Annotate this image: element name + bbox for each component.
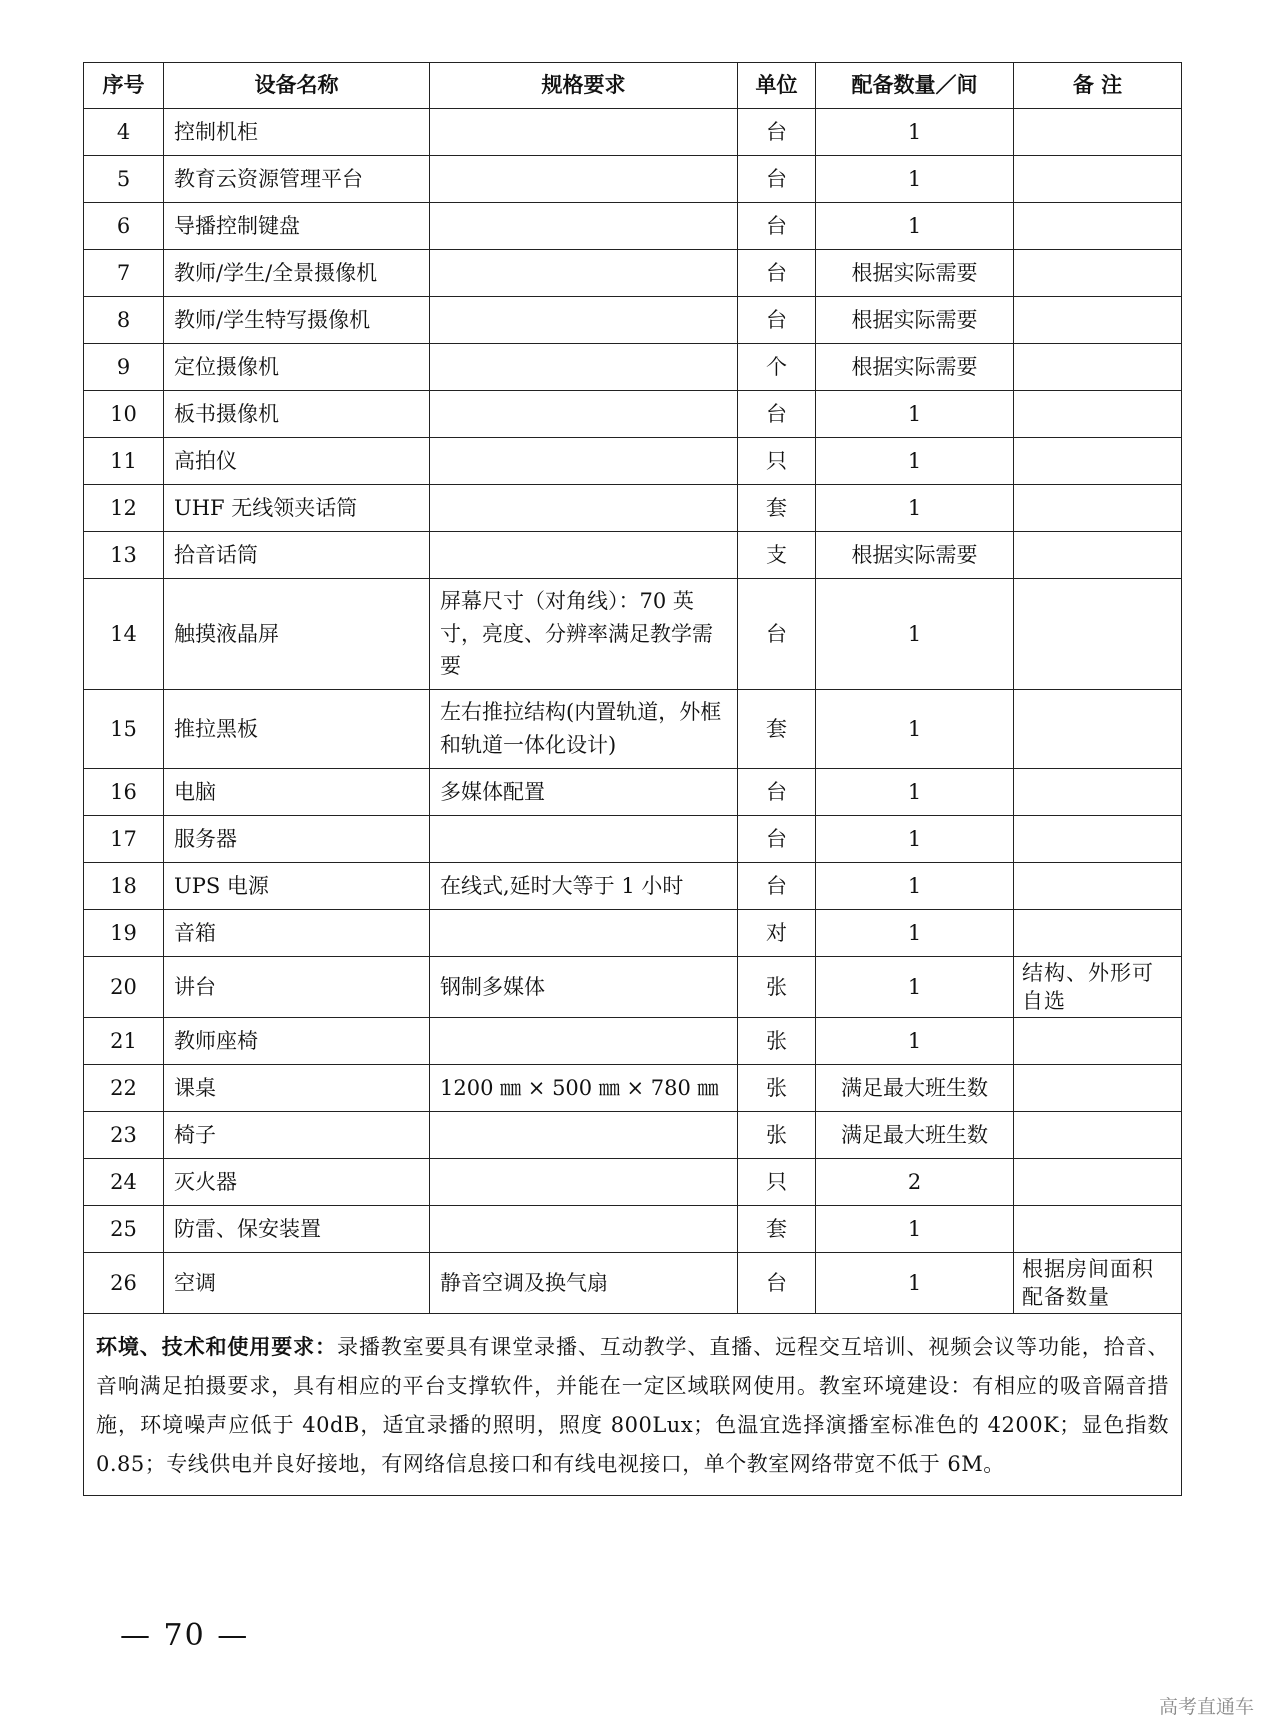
- row-index: 24: [84, 1159, 164, 1206]
- row-spec: [430, 532, 738, 579]
- row-remark: [1014, 532, 1182, 579]
- row-quantity: 1: [816, 816, 1014, 863]
- row-index: 19: [84, 910, 164, 957]
- row-quantity: 1: [816, 690, 1014, 769]
- row-unit: 台: [738, 769, 816, 816]
- row-spec: [430, 391, 738, 438]
- row-quantity: 1: [816, 1018, 1014, 1065]
- table-row: [84, 1206, 1182, 1253]
- table-row: [84, 250, 1182, 297]
- row-unit: 台: [738, 1253, 816, 1314]
- row-unit: 张: [738, 1018, 816, 1065]
- row-remark: [1014, 109, 1182, 156]
- row-unit: 个: [738, 344, 816, 391]
- table-footer-row: [84, 1314, 1182, 1496]
- row-spec: [430, 1206, 738, 1253]
- equipment-table: [83, 62, 1182, 1496]
- row-device-name: 服务器: [164, 816, 430, 863]
- row-index: 12: [84, 485, 164, 532]
- row-device-name: 教师/学生特写摄像机: [164, 297, 430, 344]
- row-spec: [430, 438, 738, 485]
- row-device-name: 推拉黑板: [164, 690, 430, 769]
- row-device-name: 教育云资源管理平台: [164, 156, 430, 203]
- row-quantity: 1: [816, 485, 1014, 532]
- row-spec: [430, 109, 738, 156]
- header-device-name: 设备名称: [164, 63, 430, 109]
- row-quantity: 满足最大班生数: [816, 1065, 1014, 1112]
- table-row: [84, 957, 1182, 1018]
- row-device-name: UHF 无线领夹话筒: [164, 485, 430, 532]
- row-unit: 台: [738, 816, 816, 863]
- row-index: 21: [84, 1018, 164, 1065]
- row-device-name: 电脑: [164, 769, 430, 816]
- row-unit: 台: [738, 250, 816, 297]
- row-unit: 台: [738, 579, 816, 690]
- row-device-name: 灭火器: [164, 1159, 430, 1206]
- row-device-name: 防雷、保安装置: [164, 1206, 430, 1253]
- table-row: [84, 391, 1182, 438]
- row-spec: 静音空调及换气扇: [430, 1253, 738, 1314]
- header-quantity: 配备数量／间: [816, 63, 1014, 109]
- requirements-note: [84, 1314, 1182, 1496]
- row-remark: 结构、外形可自选: [1014, 957, 1182, 1018]
- row-unit: 台: [738, 297, 816, 344]
- row-index: 23: [84, 1112, 164, 1159]
- row-index: 15: [84, 690, 164, 769]
- row-remark: [1014, 1065, 1182, 1112]
- row-remark: [1014, 690, 1182, 769]
- row-quantity: 2: [816, 1159, 1014, 1206]
- row-spec: [430, 1112, 738, 1159]
- row-index: 14: [84, 579, 164, 690]
- row-remark: 根据房间面积配备数量: [1014, 1253, 1182, 1314]
- page-number: — 70 —: [120, 1618, 250, 1653]
- row-unit: 张: [738, 957, 816, 1018]
- table-row: [84, 1159, 1182, 1206]
- row-index: 10: [84, 391, 164, 438]
- table-row: [84, 438, 1182, 485]
- row-index: 13: [84, 532, 164, 579]
- row-unit: 台: [738, 863, 816, 910]
- row-device-name: 教师/学生/全景摄像机: [164, 250, 430, 297]
- table-row: [84, 863, 1182, 910]
- table-row: [84, 297, 1182, 344]
- table-row: [84, 156, 1182, 203]
- table-row: [84, 816, 1182, 863]
- row-unit: 对: [738, 910, 816, 957]
- row-quantity: 1: [816, 863, 1014, 910]
- row-spec: [430, 297, 738, 344]
- table-row: [84, 485, 1182, 532]
- row-index: 25: [84, 1206, 164, 1253]
- row-spec: 左右推拉结构(内置轨道，外框和轨道一体化设计): [430, 690, 738, 769]
- row-quantity: 1: [816, 1253, 1014, 1314]
- table-row: [84, 1253, 1182, 1314]
- row-unit: 台: [738, 391, 816, 438]
- row-quantity: 1: [816, 769, 1014, 816]
- row-remark: [1014, 250, 1182, 297]
- row-remark: [1014, 1159, 1182, 1206]
- row-remark: [1014, 1018, 1182, 1065]
- row-index: 20: [84, 957, 164, 1018]
- header-remark: 备 注: [1014, 63, 1182, 109]
- row-device-name: 控制机柜: [164, 109, 430, 156]
- row-device-name: 定位摄像机: [164, 344, 430, 391]
- row-unit: 只: [738, 438, 816, 485]
- table-row: [84, 109, 1182, 156]
- requirements-label: 环境、技术和使用要求：: [96, 1335, 337, 1359]
- row-remark: [1014, 203, 1182, 250]
- row-device-name: 音箱: [164, 910, 430, 957]
- row-remark: [1014, 156, 1182, 203]
- row-unit: 台: [738, 203, 816, 250]
- row-device-name: 高拍仪: [164, 438, 430, 485]
- row-spec: [430, 1159, 738, 1206]
- row-device-name: UPS 电源: [164, 863, 430, 910]
- table-row: [84, 579, 1182, 690]
- row-device-name: 空调: [164, 1253, 430, 1314]
- row-spec: [430, 1018, 738, 1065]
- row-index: 7: [84, 250, 164, 297]
- row-device-name: 椅子: [164, 1112, 430, 1159]
- row-index: 8: [84, 297, 164, 344]
- row-remark: [1014, 1112, 1182, 1159]
- table-row: [84, 1112, 1182, 1159]
- row-spec: [430, 485, 738, 532]
- row-remark: [1014, 863, 1182, 910]
- row-quantity: 根据实际需要: [816, 532, 1014, 579]
- row-unit: 台: [738, 156, 816, 203]
- row-index: 6: [84, 203, 164, 250]
- row-unit: 支: [738, 532, 816, 579]
- table-row: [84, 344, 1182, 391]
- row-remark: [1014, 297, 1182, 344]
- row-spec: 1200 ㎜ × 500 ㎜ × 780 ㎜: [430, 1065, 738, 1112]
- table-row: [84, 690, 1182, 769]
- row-quantity: 1: [816, 957, 1014, 1018]
- row-device-name: 拾音话筒: [164, 532, 430, 579]
- header-spec: 规格要求: [430, 63, 738, 109]
- header-unit: 单位: [738, 63, 816, 109]
- row-remark: [1014, 769, 1182, 816]
- row-spec: [430, 344, 738, 391]
- row-unit: 台: [738, 109, 816, 156]
- row-spec: [430, 250, 738, 297]
- row-spec: 在线式,延时大等于 1 小时: [430, 863, 738, 910]
- row-quantity: 1: [816, 109, 1014, 156]
- row-quantity: 1: [816, 438, 1014, 485]
- row-device-name: 触摸液晶屏: [164, 579, 430, 690]
- row-quantity: 1: [816, 579, 1014, 690]
- row-spec: [430, 203, 738, 250]
- row-index: 17: [84, 816, 164, 863]
- row-quantity: 根据实际需要: [816, 297, 1014, 344]
- row-device-name: 板书摄像机: [164, 391, 430, 438]
- row-quantity: 1: [816, 910, 1014, 957]
- row-spec: [430, 156, 738, 203]
- row-spec: [430, 910, 738, 957]
- row-index: 26: [84, 1253, 164, 1314]
- table-row: [84, 910, 1182, 957]
- row-device-name: 课桌: [164, 1065, 430, 1112]
- row-quantity: 1: [816, 1206, 1014, 1253]
- requirements-text: 录播教室要具有课堂录播、互动教学、直播、远程交互培训、视频会议等功能，拾音、音响满足拍摄要求，具有相应的平台支撑软件，并能在一定区域联网使用。教室环境建设：有相应的吸音隔音措施，环境噪声应低于 40dB，适宜录播的照明，照度 800Lux；色温宜选择演播室标准色的 4200K；显色指数 0.85；专线供电并良好接地，有网络信息接口和有线电视接口，单个教室网络带宽不低于 6M。: [96, 1335, 1169, 1476]
- row-unit: 张: [738, 1112, 816, 1159]
- row-remark: [1014, 344, 1182, 391]
- row-index: 16: [84, 769, 164, 816]
- row-unit: 只: [738, 1159, 816, 1206]
- header-index: 序号: [84, 63, 164, 109]
- row-remark: [1014, 438, 1182, 485]
- row-unit: 套: [738, 485, 816, 532]
- row-quantity: 根据实际需要: [816, 344, 1014, 391]
- watermark-text: 高考直通车: [1158, 1696, 1254, 1718]
- row-quantity: 1: [816, 391, 1014, 438]
- row-remark: [1014, 391, 1182, 438]
- table-row: [84, 203, 1182, 250]
- row-spec: 钢制多媒体: [430, 957, 738, 1018]
- row-index: 4: [84, 109, 164, 156]
- table-row: [84, 532, 1182, 579]
- table-header-row: [84, 63, 1182, 109]
- row-remark: [1014, 579, 1182, 690]
- row-unit: 套: [738, 690, 816, 769]
- row-spec: [430, 816, 738, 863]
- row-unit: 套: [738, 1206, 816, 1253]
- row-remark: [1014, 485, 1182, 532]
- row-index: 11: [84, 438, 164, 485]
- row-spec: 屏幕尺寸（对角线）：70 英寸，亮度、分辨率满足教学需要: [430, 579, 738, 690]
- row-quantity: 满足最大班生数: [816, 1112, 1014, 1159]
- row-index: 5: [84, 156, 164, 203]
- row-spec: 多媒体配置: [430, 769, 738, 816]
- row-unit: 张: [738, 1065, 816, 1112]
- row-quantity: 1: [816, 156, 1014, 203]
- row-remark: [1014, 910, 1182, 957]
- row-device-name: 教师座椅: [164, 1018, 430, 1065]
- table-row: [84, 1018, 1182, 1065]
- table-row: [84, 1065, 1182, 1112]
- row-remark: [1014, 1206, 1182, 1253]
- row-device-name: 讲台: [164, 957, 430, 1018]
- row-device-name: 导播控制键盘: [164, 203, 430, 250]
- row-remark: [1014, 816, 1182, 863]
- row-index: 18: [84, 863, 164, 910]
- table-row: [84, 769, 1182, 816]
- row-quantity: 1: [816, 203, 1014, 250]
- row-index: 22: [84, 1065, 164, 1112]
- row-index: 9: [84, 344, 164, 391]
- row-quantity: 根据实际需要: [816, 250, 1014, 297]
